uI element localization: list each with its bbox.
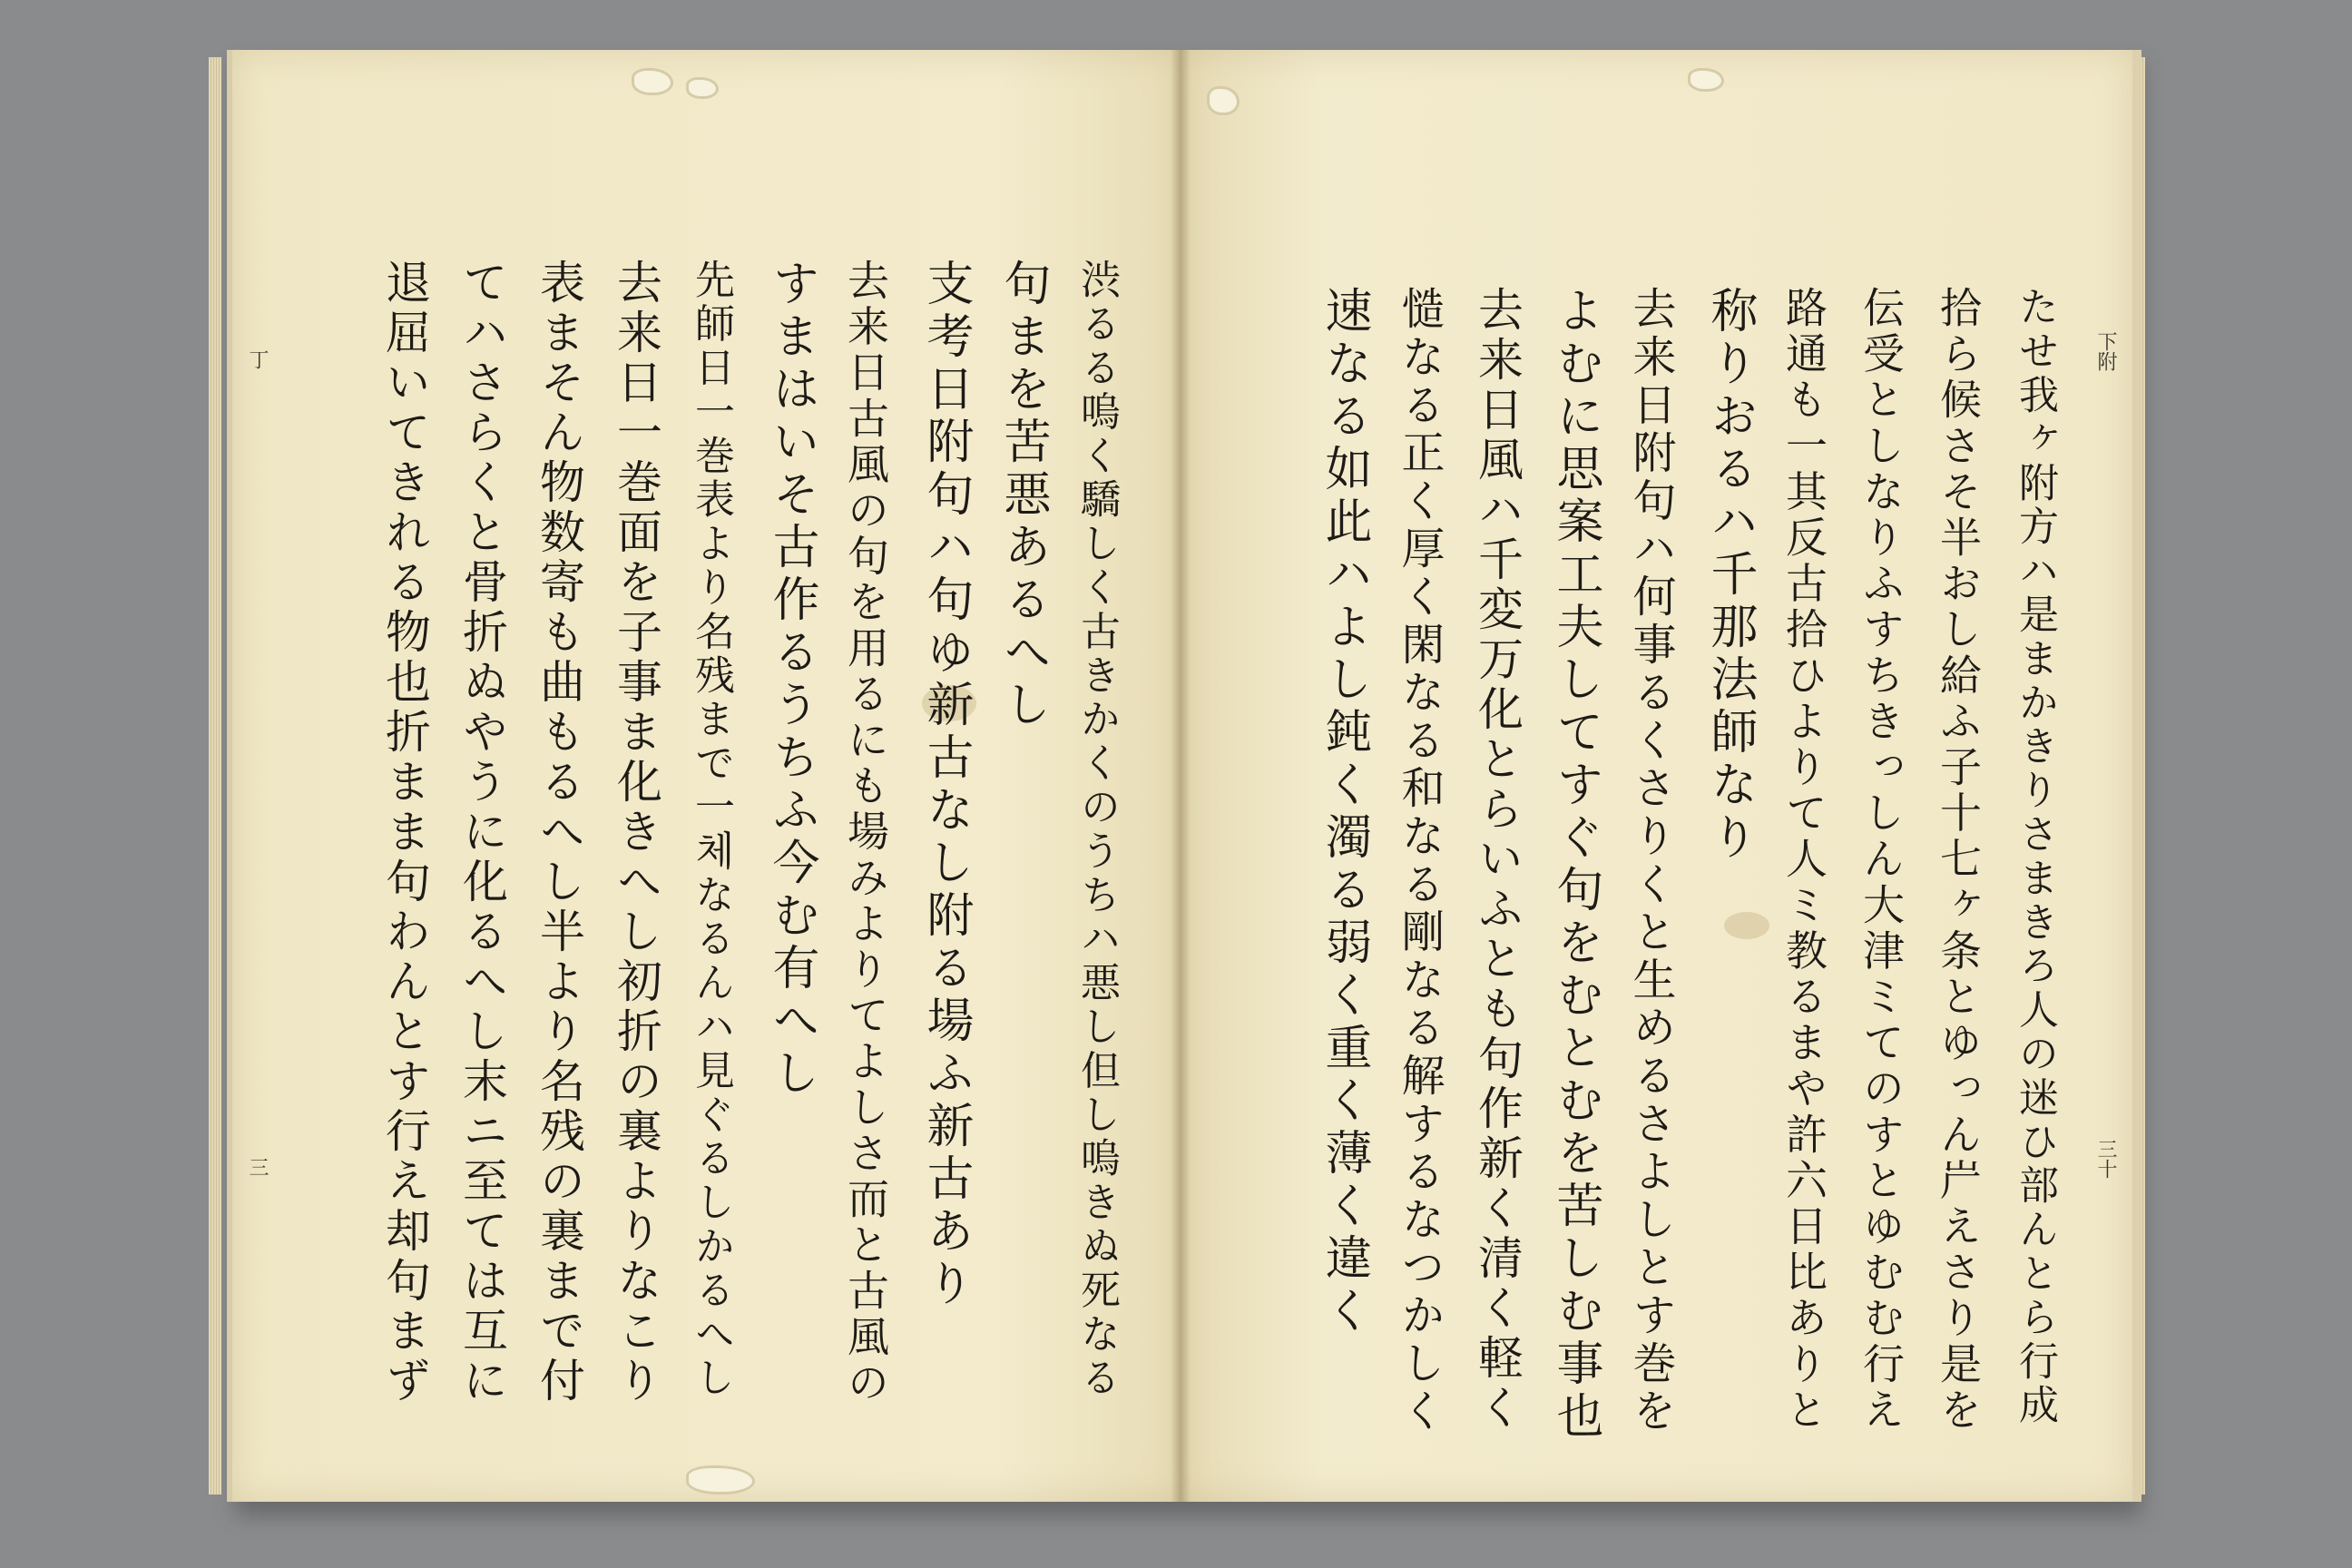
text-column: 渋るる嗚く驕しく古きかくのうちハ悪し但し嗚きぬ死なる [1073, 259, 1120, 1401]
text-column: 拾ら候さそ半おし給ふ子十七ヶ条とゆっん屵えさり是を [1934, 286, 1983, 1434]
text-column: たせ我ヶ附方ハ是まかきりさまきろ人の迷ひ部んとら行成 [2012, 286, 2058, 1428]
text-column: 句まを苦悪あるへし [995, 259, 1050, 732]
text-column: 速なる如此ハよし鈍く濁る弱く重く薄く違く [1317, 286, 1371, 1338]
left-page-edge [209, 57, 221, 1494]
left-margin-note: 三 [246, 1157, 269, 1177]
text-column: 支考日附句ハ句ゆ新古なし附る場ふ新古あり [918, 259, 973, 1311]
left-margin-note: 丁 [246, 349, 269, 369]
text-column: 去来日附句ハ何事るくさりくと生めるさよしとす巻を [1625, 286, 1676, 1436]
text-column: すまはいそ古作るうちふ今む有へし [764, 259, 818, 1101]
text-column: 称りおるハ千那法師なり [1702, 286, 1757, 865]
wormhole [686, 77, 719, 99]
right-page [1180, 50, 2141, 1502]
text-column: 先師日一巻表より名残まで一체なるんハ見ぐるしかるへし [688, 259, 734, 1401]
wormhole [1207, 86, 1240, 115]
text-column: 路通も一其反古拾ひよりて人ミ教るまや許六日比ありと [1779, 286, 1828, 1434]
text-column: 去来日古風の句を用るにも場みよりてよしさ而と古風の [841, 259, 890, 1406]
book-gutter [1171, 50, 1191, 1502]
text-column: 表まそん物数寄も曲もるへし半より名残の裏まで付 [533, 259, 585, 1406]
text-column: 去来日風ハ千変万化とらいふとも句作新く清く軽く [1471, 286, 1524, 1434]
right-margin-note: 下附 [2094, 331, 2117, 371]
wormhole [1688, 68, 1724, 92]
right-margin-note: 三十 [2094, 1139, 2117, 1179]
paper-stain [1724, 912, 1769, 939]
text-column: 慥なる正く厚く閑なる和なる剛なる解するなつかしく [1394, 286, 1445, 1436]
text-column: 伝受としなりふすちきっしん大津ミてのすとゆむむ行え [1857, 286, 1906, 1434]
text-column: てハさらくと骨折ぬやうに化るへし末ニ至ては互に [456, 259, 508, 1406]
text-column: 去来日一巻面を子事ま化きへし初折の裏よりなこり [610, 259, 662, 1406]
wormhole [686, 1465, 755, 1494]
open-book [227, 50, 2132, 1502]
left-page [227, 50, 1185, 1502]
text-column: 退屈いてきれる物也折まま句わんとす行え却句まず [378, 259, 431, 1406]
wormhole [632, 68, 673, 95]
text-column: よむに思案工夫してすぐ句をむとむを苦しむ事也 [1548, 286, 1602, 1444]
